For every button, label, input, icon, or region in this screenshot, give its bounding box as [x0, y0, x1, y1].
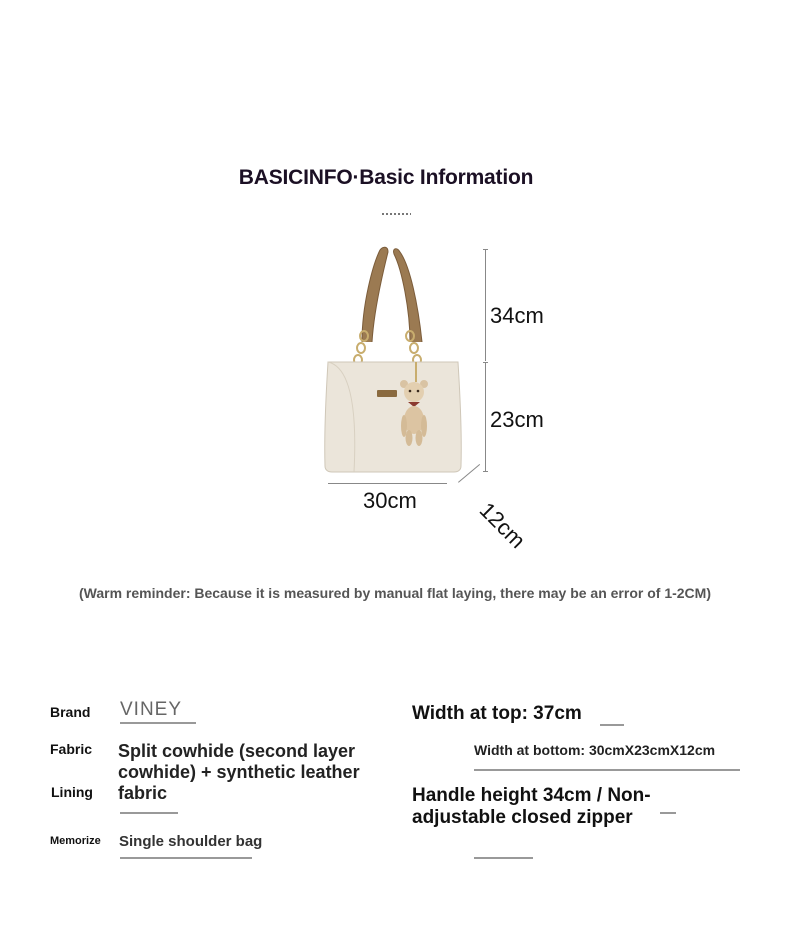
width-bottom-spec: Width at bottom: 30cmX23cmX12cm: [474, 742, 716, 758]
handle-zipper-spec: Handle height 34cm / Non-adjustable closed zipper: [412, 785, 651, 828]
lining-label: Lining: [51, 784, 93, 800]
height-dimension-line: [485, 249, 486, 361]
handle-zipper-underline: [660, 812, 676, 814]
product-image: [318, 244, 468, 476]
measurement-reminder: (Warm reminder: Because it is measured by manual flat laying, there may be an error of 1-2CM): [78, 585, 711, 601]
memorize-label: Memorize: [50, 835, 101, 847]
memorize-value: Single shoulder bag: [119, 833, 263, 850]
lining-underline: [120, 812, 178, 814]
dimension-tick: [483, 362, 488, 363]
dimension-tick: [483, 471, 488, 472]
bag-handle-left: [362, 247, 388, 342]
logo-plate: [377, 390, 397, 397]
brand-underline: [120, 722, 196, 724]
dimension-tick: [483, 249, 488, 250]
fabric-value: Split cowhide (second layer cowhide) + synthetic leather fabric: [118, 741, 360, 803]
bag-handle-right: [394, 249, 422, 342]
brand-value: VINEY: [120, 699, 183, 720]
title-divider-dots: [381, 212, 411, 216]
body-height-dimension-line: [485, 363, 486, 472]
width-top-underline: [600, 724, 624, 726]
width-bottom-underline: [474, 769, 740, 771]
width-dimension-line: [328, 483, 447, 484]
width-top-spec: Width at top: 37cm: [412, 703, 582, 724]
body-height-label: 23cm: [490, 407, 544, 432]
page-title: BASICINFO·Basic Information: [238, 166, 534, 189]
brand-label: Brand: [50, 704, 91, 720]
fabric-label: Fabric: [50, 741, 93, 757]
handle-zipper-underline-bottom: [474, 857, 533, 859]
width-label: 30cm: [363, 488, 417, 513]
depth-label: 12cm: [474, 497, 531, 554]
handle-height-label: 34cm: [490, 303, 544, 328]
memorize-underline: [120, 857, 252, 859]
